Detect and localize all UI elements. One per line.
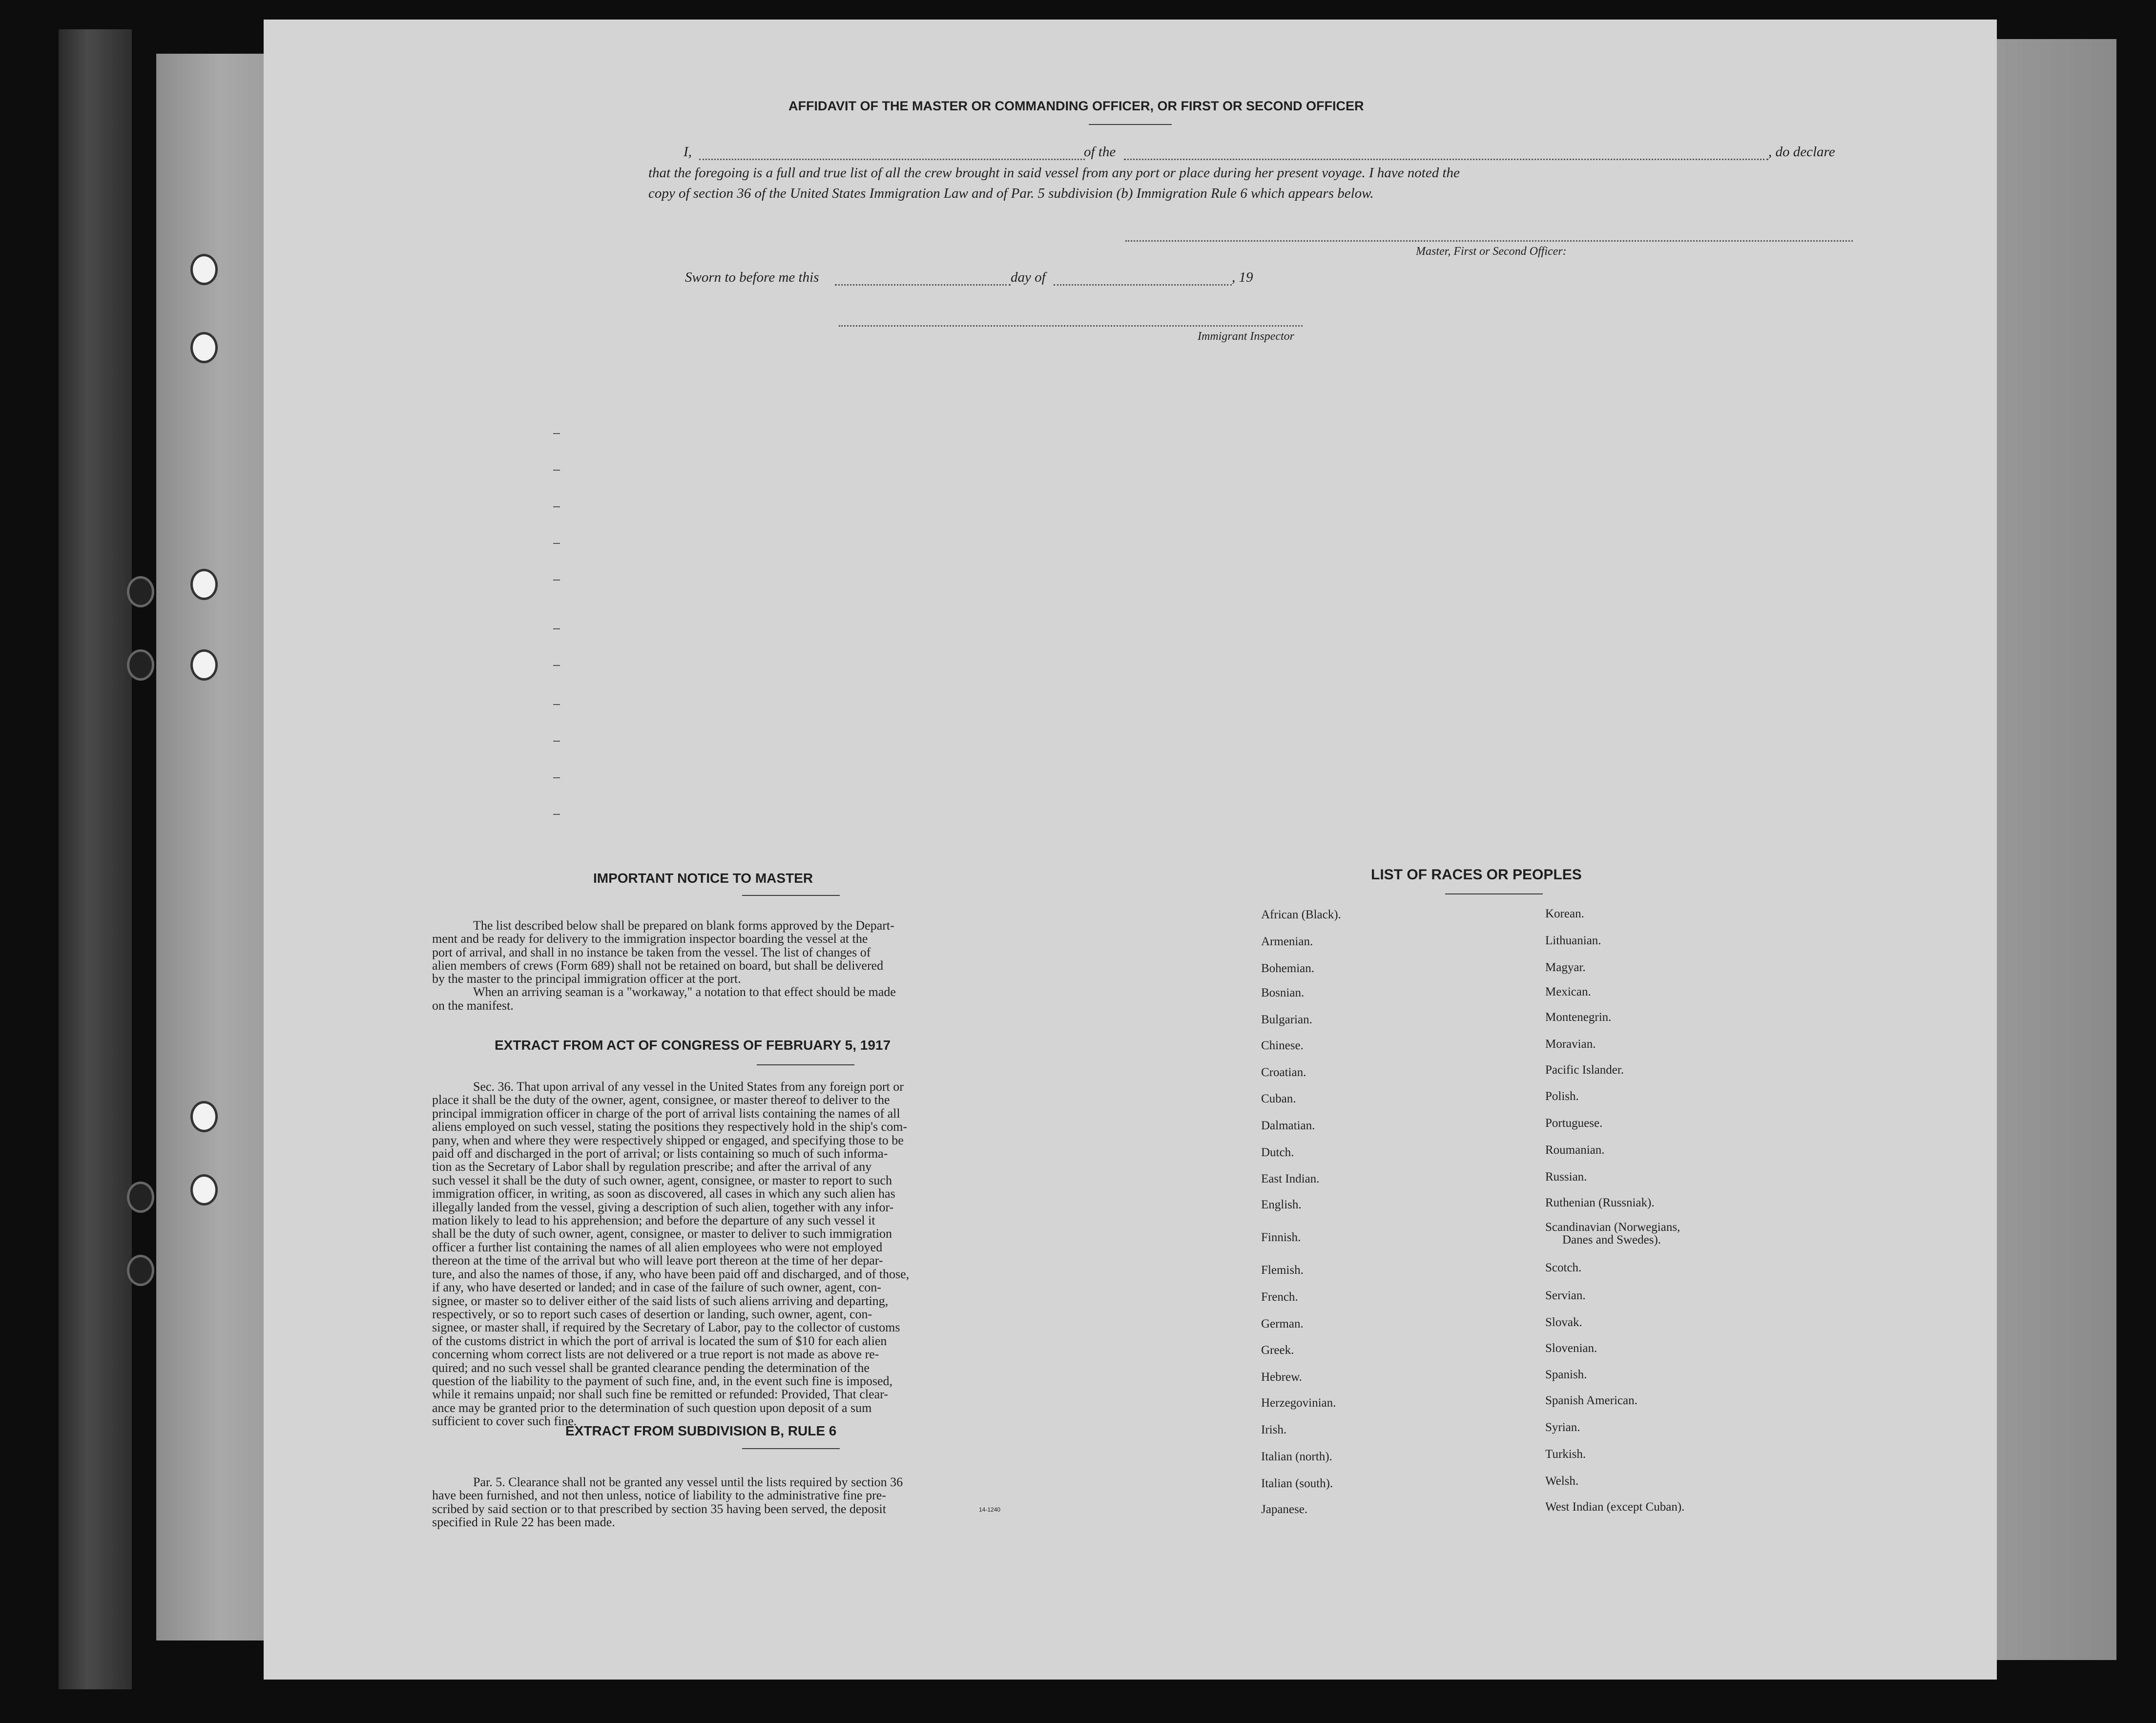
punch-hole <box>190 569 218 600</box>
signature-line[interactable] <box>1125 240 1853 242</box>
title-underline <box>1089 124 1172 125</box>
affidavit-line1-declare: , do declare <box>1768 144 1835 160</box>
margin-tick <box>553 470 560 471</box>
notice-line: The list described below shall be prepared on blank forms approved by the Depart- <box>473 918 894 933</box>
race-left: Armenian. <box>1261 935 1313 948</box>
race-left: Japanese. <box>1261 1503 1308 1516</box>
act-line: of the customs district in which the port of arrival is located the sum of $10 for each alien <box>432 1333 887 1348</box>
race-left: German. <box>1261 1317 1304 1330</box>
notice-line: on the manifest. <box>432 998 514 1013</box>
race-right: Spanish. <box>1545 1368 1587 1381</box>
race-right: Roumanian. <box>1545 1143 1605 1157</box>
sworn-year: , 19 <box>1232 270 1253 285</box>
race-left: Irish. <box>1261 1423 1287 1436</box>
act-line: tion as the Secretary of Labor shall by regulation prescribe; and after the arrival of any <box>432 1160 872 1174</box>
notice-line: alien members of crews (Form 689) shall not be retained on board, but shall be delivered <box>432 958 884 973</box>
margin-tick <box>553 433 560 434</box>
race-left: French. <box>1261 1290 1298 1304</box>
inspector-label: Immigrant Inspector <box>1198 330 1294 343</box>
act-line: ture, and also the names of those, if any, who have been paid off and discharged, and of those, <box>432 1266 910 1281</box>
act-line: pany, when and where they were respectively shipped or engaged, and specifying those to be <box>432 1133 904 1147</box>
vessel-blank[interactable] <box>1124 159 1768 160</box>
race-left: Croatian. <box>1261 1066 1306 1079</box>
rule-line: scribed by said section or to that prescribed by section 35 having been served, the deposit <box>432 1501 886 1516</box>
race-left: Chinese. <box>1261 1039 1304 1052</box>
race-right: Danes and Swedes). <box>1562 1233 1661 1246</box>
race-left: Dalmatian. <box>1261 1119 1315 1132</box>
binder-hole <box>127 576 154 607</box>
act-line: signee, or master so to deliver either of the said lists of such aliens arriving and departing, <box>432 1293 889 1308</box>
binder-hole <box>127 1255 154 1286</box>
margin-tick <box>553 704 560 705</box>
notice-line: port of arrival, and shall in no instance be taken from the vessel. The list of changes of <box>432 945 871 959</box>
act-line: Sec. 36. That upon arrival of any vessel in the United States from any foreign port or <box>473 1079 904 1094</box>
act-line: paid off and discharged in the port of arrival; or lists containing so much of such informa- <box>432 1146 888 1161</box>
margin-tick <box>553 741 560 742</box>
extract-rule-title: EXTRACT FROM SUBDIVISION B, RULE 6 <box>565 1423 837 1438</box>
margin-tick <box>553 506 560 507</box>
race-right: Korean. <box>1545 907 1584 920</box>
races-title: LIST OF RACES OR PEOPLES <box>1371 867 1582 883</box>
act-line: principal immigration officer in charge of the port of arrival lists containing the names of all <box>432 1106 900 1121</box>
rule-line: have been furnished, and not then unless, notice of liability to the administrative fine pre- <box>432 1488 886 1503</box>
punch-hole <box>190 649 218 681</box>
notice-line: by the master to the principal immigration officer at the port. <box>432 972 741 986</box>
race-right: Spanish American. <box>1545 1394 1638 1407</box>
race-right: Ruthenian (Russniak). <box>1545 1196 1655 1209</box>
act-line: while it remains unpaid; nor shall such fine be remitted or refunded: Provided, That clear- <box>432 1387 888 1402</box>
affidavit-title: AFFIDAVIT OF THE MASTER OR COMMANDING OFFICER, OR FIRST OR SECOND OFFICER <box>788 99 1364 113</box>
act-line: officer a further list containing the names of all alien employees who were not employed <box>432 1240 883 1254</box>
race-right: Scotch. <box>1545 1261 1582 1274</box>
race-right: Portuguese. <box>1545 1117 1603 1130</box>
race-left: East Indian. <box>1261 1172 1320 1185</box>
race-left: Cuban. <box>1261 1092 1296 1105</box>
punch-hole <box>190 332 218 363</box>
sworn-prefix: Sworn to before me this <box>685 270 819 285</box>
inspector-line[interactable] <box>839 325 1303 327</box>
binder-edge <box>59 29 132 1689</box>
race-right: Moravian. <box>1545 1038 1596 1051</box>
act-line: thereon at the time of the arrival but who will leave port thereon at the time of her depar- <box>432 1253 883 1268</box>
binder-hole <box>127 649 154 681</box>
race-right: Pacific Islander. <box>1545 1063 1624 1077</box>
race-left: Bohemian. <box>1261 962 1315 975</box>
race-right: Montenegrin. <box>1545 1011 1612 1024</box>
races-underline <box>1445 893 1543 894</box>
act-line: shall be the duty of such owner, agent, consignee, or master to deliver to such immigration <box>432 1226 892 1241</box>
race-left: Bosnian. <box>1261 986 1305 999</box>
notice-line: When an arriving seaman is a "workaway," a notation to that effect should be made <box>473 985 896 999</box>
punch-hole <box>190 1101 218 1132</box>
race-right: Russian. <box>1545 1170 1587 1183</box>
margin-tick <box>553 665 560 666</box>
signature-label: Master, First or Second Officer: <box>1416 245 1567 258</box>
race-right: Slovak. <box>1545 1316 1582 1329</box>
race-left: Dutch. <box>1261 1146 1294 1159</box>
act-line: respectively, or so to report such cases of desertion or landing, such owner, agent, con- <box>432 1307 872 1321</box>
race-left: Italian (north). <box>1261 1450 1332 1463</box>
race-left: African (Black). <box>1261 908 1341 921</box>
act-line: sufficient to cover such fine. <box>432 1414 577 1429</box>
margin-tick <box>553 580 560 581</box>
race-left: Hebrew. <box>1261 1370 1302 1384</box>
act-line: mation likely to lead to his apprehension; and before the departure of any such vessel it <box>432 1213 875 1228</box>
punch-hole <box>190 1174 218 1205</box>
notice-body <box>432 919 1267 1012</box>
act-line: place it shall be the duty of the owner, agent, consignee, or master thereof to deliver to the <box>432 1093 890 1107</box>
margin-tick <box>553 543 560 544</box>
race-right: Lithuanian. <box>1545 934 1601 947</box>
extract-rule-body <box>432 1475 1267 1529</box>
name-blank[interactable] <box>699 159 1085 160</box>
extract-rule-underline <box>742 1448 840 1449</box>
race-left: English. <box>1261 1198 1302 1211</box>
notice-underline <box>742 895 840 896</box>
race-right: Welsh. <box>1545 1474 1579 1488</box>
act-line: ance may be granted prior to the determination of such question upon deposit of a sum <box>432 1400 872 1415</box>
race-right: Polish. <box>1545 1090 1579 1103</box>
race-right: West Indian (except Cuban). <box>1545 1500 1685 1514</box>
form-number: 14-1240 <box>979 1506 1001 1513</box>
binder-hole <box>127 1182 154 1213</box>
act-line: aliens employed on such vessel, stating the positions they respectively hold in the ship's com- <box>432 1120 908 1134</box>
extract-act-body <box>432 1080 1267 1428</box>
notice-title: IMPORTANT NOTICE TO MASTER <box>593 871 813 886</box>
race-right: Servian. <box>1545 1289 1586 1302</box>
race-right: Mexican. <box>1545 985 1591 998</box>
race-right: Turkish. <box>1545 1448 1586 1461</box>
race-right: Syrian. <box>1545 1421 1580 1434</box>
affidavit-line1-i: I, <box>684 144 692 160</box>
extract-act-underline <box>757 1064 854 1065</box>
race-right: Magyar. <box>1545 961 1586 974</box>
race-left: Flemish. <box>1261 1264 1304 1277</box>
margin-tick <box>553 777 560 778</box>
sworn-month-blank[interactable] <box>1054 284 1232 286</box>
act-line: quired; and no such vessel shall be granted clearance pending the determination of the <box>432 1360 870 1375</box>
manifest-page <box>264 20 1997 1680</box>
act-line: concerning whom correct lists are not delivered or a true report is not made as above re- <box>432 1347 879 1362</box>
sworn-day-blank[interactable] <box>835 284 1011 286</box>
affidavit-line1-of: of the <box>1084 144 1116 160</box>
punch-hole <box>190 254 218 285</box>
margin-tick <box>553 814 560 815</box>
margin-tick <box>553 628 560 629</box>
race-left: Herzegovinian. <box>1261 1396 1336 1410</box>
act-line: question of the liability to the payment of such fine, and, in the event such fine is imposed, <box>432 1373 893 1388</box>
race-left: Finnish. <box>1261 1231 1301 1244</box>
extract-act-title: EXTRACT FROM ACT OF CONGRESS OF FEBRUARY 5, 1917 <box>495 1038 891 1053</box>
race-right: Slovenian. <box>1545 1342 1597 1355</box>
race-right: Scandinavian (Norwegians, <box>1545 1221 1680 1234</box>
rule-line: specified in Rule 22 has been made. <box>432 1515 615 1529</box>
race-left: Italian (south). <box>1261 1477 1333 1490</box>
sworn-day-of: day of <box>1011 270 1046 285</box>
act-line: illegally landed from the vessel, giving a description of such alien, together with any infor- <box>432 1200 894 1214</box>
notice-line: ment and be ready for delivery to the immigration inspector boarding the vessel at the <box>432 932 868 946</box>
affidavit-line3: copy of section 36 of the United States Immigration Law and of Par. 5 subdivision (b) Immigration Rule 6 which appears below. <box>648 186 1374 201</box>
race-left: Bulgarian. <box>1261 1013 1312 1026</box>
act-line: if any, who have deserted or landed; and in case of the failure of such owner, agent, con- <box>432 1280 881 1295</box>
race-left: Greek. <box>1261 1344 1294 1357</box>
act-line: such vessel it shall be the duty of such owner, agent, consignee, or master to report to such <box>432 1173 892 1187</box>
rule-line: Par. 5. Clearance shall not be granted any vessel until the lists required by section 36 <box>473 1475 903 1489</box>
affidavit-line2: that the foregoing is a full and true list of all the crew brought in said vessel from any port or place during her present voyage. I have noted the <box>648 165 1460 181</box>
act-line: immigration officer, in writing, as soon as discovered, all cases in which any such alien has <box>432 1186 895 1201</box>
act-line: signee, or master shall, if required by the Secretary of Labor, pay to the collector of customs <box>432 1320 900 1335</box>
